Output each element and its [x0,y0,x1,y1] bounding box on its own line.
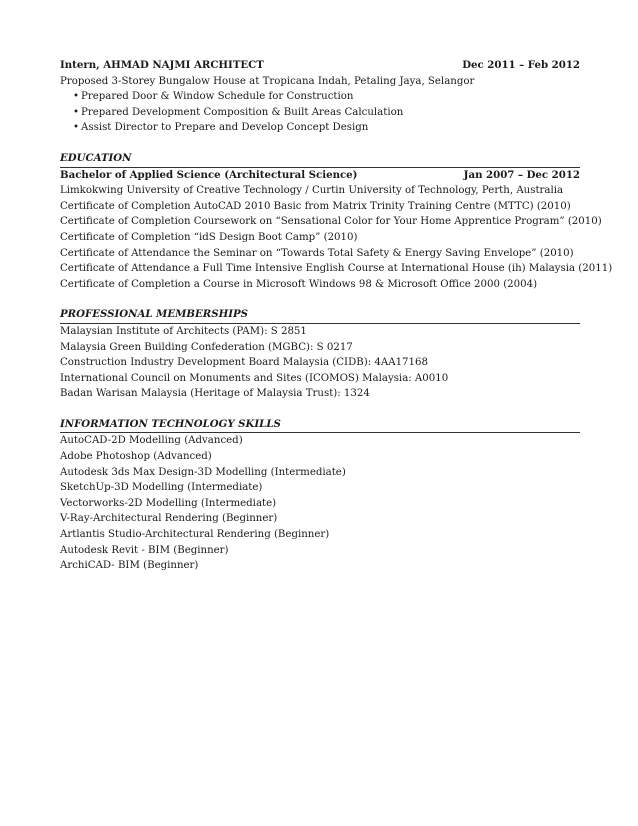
education-dates: Jan 2007 – Dec 2012 [463,168,580,181]
education-line: Limkokwing University of Creative Technology / Curtin University of Technology, Perth, Australia [60,185,564,197]
education-line: Certificate of Completion “idS Design Boot Camp” (2010) [60,231,358,243]
memberships-section [60,307,580,402]
education-line: Certificate of Attendance a Full Time Intensive English Course at International House (ih) Malaysia (2011) [60,263,613,275]
education-degree: Bachelor of Applied Science (Architectural Science) [60,168,358,181]
it-skill-line: V-Ray-Architectural Rendering (Beginner) [60,513,278,525]
experience-project: Proposed 3-Storey Bungalow House at Tropicana Indah, Petaling Jaya, Selangor [60,75,475,87]
it-skill-line: ArchiCAD- BIM (Beginner) [60,560,199,572]
list-item [73,105,580,121]
it-skill-line: Adobe Photoshop (Advanced) [60,451,212,463]
education-line: Certificate of Completion a Course in Microsoft Windows 98 & Microsoft Office 2000 (2004) [60,278,538,290]
experience-header [60,58,580,74]
education-heading: EDUCATION [60,151,580,168]
experience-task-list [60,89,580,136]
experience-position: Intern, AHMAD NAJMI ARCHITECT [60,59,264,71]
membership-line: Malaysian Institute of Architects (PAM): S 2851 [60,325,307,337]
experience-section [60,58,580,136]
membership-line: Badan Warisan Malaysia (Heritage of Malaysia Trust): 1324 [60,388,370,400]
it-skill-line: Vectorworks-2D Modelling (Intermediate) [60,497,277,509]
it-skill-line: AutoCAD-2D Modelling (Advanced) [60,435,243,447]
bullet-icon: • [73,106,80,118]
membership-line: International Council on Monuments and Sites (ICOMOS) Malaysia: A0010 [60,372,449,384]
resume-page [60,58,613,574]
bullet-icon: • [73,122,80,134]
education-line: Certificate of Completion Coursework on “Sensational Color for Your Home Apprentice Program” (2010) [60,216,602,228]
list-item [73,89,580,105]
it-skill-line: Autodesk 3ds Max Design-3D Modelling (Intermediate) [60,466,346,478]
membership-line: Malaysia Green Building Confederation (MGBC): S 0217 [60,341,353,353]
it-skills-section [60,417,580,574]
bullet-icon: • [73,91,80,103]
education-line: Certificate of Attendance the Seminar on “Towards Total Safety & Energy Saving Envelope” (2010) [60,247,574,259]
education-section [60,151,613,292]
memberships-heading: PROFESSIONAL MEMBERSHIPS [60,307,580,324]
experience-dates: Dec 2011 – Feb 2012 [462,59,580,71]
it-skill-line: SketchUp-3D Modelling (Intermediate) [60,482,263,494]
membership-line: Construction Industry Development Board Malaysia (CIDB): 4AA17168 [60,357,428,369]
education-line: Certificate of Completion AutoCAD 2010 Basic from Matrix Trinity Training Centre (MTTC) (2010) [60,200,571,212]
experience-task: Assist Director to Prepare and Develop Concept Design [81,122,369,134]
it-skill-line: Artlantis Studio-Architectural Rendering (Beginner) [60,529,330,541]
it-skill-line: Autodesk Revit - BIM (Beginner) [60,544,229,556]
list-item [73,120,580,136]
it-skills-heading: INFORMATION TECHNOLOGY SKILLS [60,417,580,434]
education-degree-row [60,168,580,184]
experience-task: Prepared Development Composition & Built Areas Calculation [81,106,404,118]
experience-task: Prepared Door & Window Schedule for Construction [81,91,354,103]
